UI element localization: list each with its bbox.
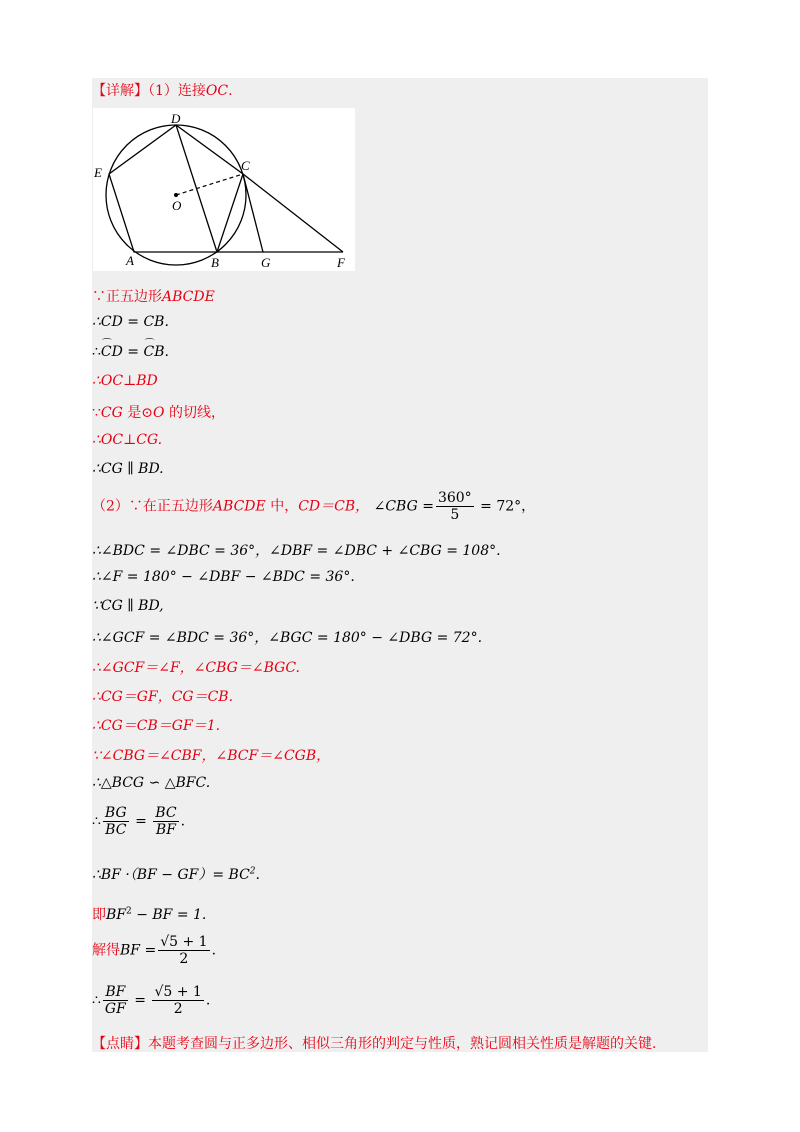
detail-tag: 【详解】 — [92, 83, 148, 99]
label-f: F — [337, 255, 345, 270]
arc-cd: ⌒ CD — [101, 344, 123, 360]
label-e: E — [94, 165, 102, 180]
proof-line-2: ∴CD = CB. — [92, 314, 169, 330]
proof-line-13: ∴∠GCF＝∠F，∠CBG＝∠BGC. — [92, 660, 300, 676]
arc-cb: ⌒ CB — [144, 344, 165, 360]
fraction-bc-bf: $\frac{BC}{BF}$ — [155, 805, 177, 838]
proof-line-6: ∴OC⊥CG. — [92, 432, 163, 448]
proof-line-9: ∴∠BDC = ∠DBC = 36°，∠DBF = ∠DBC + ∠CBG = 108°. — [92, 543, 501, 559]
proof-line-17: ∴△BCG ∽ △BFC. — [92, 775, 211, 791]
fraction-360-5: $\frac{360^\circ}{5}$ — [437, 490, 472, 523]
step-var: OC — [205, 83, 229, 99]
label-c: C — [241, 158, 250, 173]
label-b: B — [211, 255, 219, 270]
proof-line-7: ∴CG ∥ BD. — [92, 461, 164, 477]
label-o: O — [172, 198, 182, 213]
proof-line-11: ∵CG ∥ BD, — [92, 598, 164, 614]
summary-tag: 【点睛】 — [92, 1036, 148, 1052]
geometry-figure — [93, 108, 355, 271]
proof-line-22: ∴ $\frac{BF}{GF}$ = $\frac{√5 + 1}{2}$ . — [92, 984, 211, 1017]
proof-line-16: ∵∠CBG＝∠CBF，∠BCF＝∠CGB， — [92, 748, 331, 764]
center-o-dot — [174, 193, 178, 197]
proof-line-20: 即$BF^2$ − BF = 1. — [92, 906, 207, 923]
proof-line-10: ∴∠F = 180° − ∠DBF − ∠BDC = 36°. — [92, 569, 355, 585]
proof-line-15: ∴CG＝CB＝GF＝1. — [92, 718, 221, 734]
pentagon-circle-diagram — [93, 108, 355, 271]
fraction-answer: $\frac{√5 + 1}{2}$ — [154, 984, 202, 1017]
proof-line-5: ∵CG 是⊙O 的切线， — [92, 405, 225, 421]
detail-header: 【详解】（1）连接OC. — [92, 83, 233, 99]
fraction-bg-bc: $\frac{BG}{BC}$ — [104, 805, 127, 838]
label-g: G — [261, 255, 271, 270]
proof-line-1: ∵正五边形ABCDE — [92, 289, 215, 305]
proof-line-18: ∴ $\frac{BG}{BC}$ = $\frac{BC}{BF}$ . — [92, 805, 186, 838]
segment-cf — [243, 174, 343, 252]
pentagon-abcde — [109, 125, 243, 252]
proof-line-4: ∴OC⊥BD — [92, 373, 158, 389]
proof-line-14: ∴CG＝GF，CG＝CB. — [92, 689, 234, 705]
proof-line-8: （2）∵在正五边形ABCDE 中，CD＝CB， ∠CBG = $\frac{360^\circ}{5}$ = 72°， — [92, 490, 536, 523]
fraction-sqrt5-plus-1-over-2: $\frac{√5 + 1}{2}$ — [160, 934, 208, 967]
proof-line-19: ∴BF $\cdot(BF - GF)= BC^2$. — [92, 866, 260, 883]
proof-line-3: ∴⌒ CD = ⌒ CB. — [92, 344, 169, 360]
summary-text: 本题考查圆与正多边形、相似三角形的判定与性质，熟记圆相关性质是解题的关键. — [148, 1036, 657, 1052]
proof-line-21: 解得BF = $\frac{√5 + 1}{2}$ . — [92, 934, 217, 967]
summary-line — [92, 1033, 656, 1053]
step-label: （1）连接 — [148, 83, 206, 99]
segment-oc-dashed — [176, 174, 243, 195]
label-d: D — [171, 111, 181, 126]
label-a: A — [126, 253, 134, 268]
fraction-bf-gf: $\frac{BF}{GF}$ — [104, 984, 126, 1017]
segment-cg — [243, 174, 263, 252]
proof-line-12: ∴∠GCF = ∠BDC = 36°，∠BGC = 180° − ∠DBG = 72°. — [92, 630, 483, 646]
